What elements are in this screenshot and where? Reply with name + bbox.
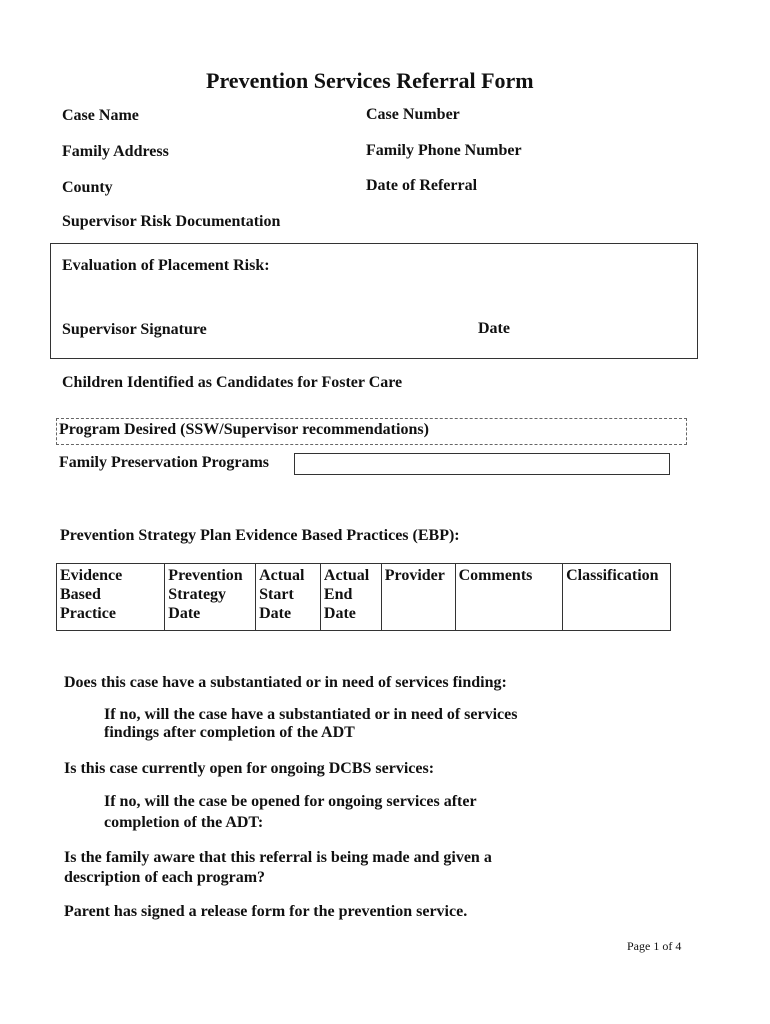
col-line: Date [259, 605, 292, 622]
col-line: Prevention [168, 567, 243, 584]
county-label: County [62, 179, 113, 196]
col-line: Date [323, 605, 356, 622]
col-evidence-based-practice [57, 564, 165, 631]
form-title: Prevention Services Referral Form [206, 68, 534, 93]
col-line: End [323, 586, 353, 603]
col-line: Date [168, 605, 201, 622]
col-line: Start [259, 586, 294, 603]
family-preservation-field[interactable] [294, 453, 670, 475]
col-actual-end-date [320, 564, 381, 631]
program-desired-label: Program Desired (SSW/Supervisor recommendations) [59, 421, 429, 438]
date-of-referral-label: Date of Referral [366, 177, 478, 194]
supervisor-risk-label: Supervisor Risk Documentation [62, 213, 281, 230]
ebp-heading: Prevention Strategy Plan Evidence Based Practices (EBP): [60, 527, 460, 544]
col-line: Classification [566, 567, 659, 584]
col-line: Actual [323, 567, 370, 584]
col-classification [563, 564, 671, 631]
question-substantiated: Does this case have a substantiated or in need of services finding: [64, 674, 507, 691]
children-candidates-label: Children Identified as Candidates for Foster Care [62, 374, 403, 391]
supervisor-signature-label: Supervisor Signature [62, 321, 207, 338]
col-line: Provider [384, 567, 445, 584]
col-actual-start-date [256, 564, 321, 631]
page-number: Page 1 of 4 [627, 939, 682, 953]
family-phone-label: Family Phone Number [366, 142, 522, 159]
col-prevention-strategy-date [165, 564, 256, 631]
family-preservation-label: Family Preservation Programs [59, 454, 270, 471]
col-comments [455, 564, 563, 631]
col-line: Comments [458, 567, 533, 584]
col-line: Strategy [168, 586, 227, 603]
case-number-label: Case Number [366, 106, 460, 123]
question-release-form: Parent has signed a release form for the prevention service. [64, 903, 468, 920]
question-family-aware-line2: description of each program? [64, 869, 266, 886]
case-name-label: Case Name [62, 107, 139, 124]
question-substantiated-followup-line1: If no, will the case have a substantiated or in need of services [104, 706, 518, 723]
evaluation-label: Evaluation of Placement Risk: [62, 257, 270, 274]
question-family-aware-line1: Is the family aware that this referral is being made and given a [64, 849, 492, 866]
question-open-followup-line2: completion of the ADT: [104, 814, 264, 831]
question-open-followup-line1: If no, will the case be opened for ongoing services after [104, 793, 477, 810]
col-provider [381, 564, 455, 631]
col-line: Practice [60, 605, 116, 622]
ebp-table [56, 563, 671, 631]
question-substantiated-followup-line2: findings after completion of the ADT [104, 724, 355, 741]
family-address-label: Family Address [62, 143, 169, 160]
col-line: Actual [259, 567, 305, 584]
question-open-dcbs: Is this case currently open for ongoing DCBS services: [64, 760, 435, 777]
signature-date-label: Date [478, 320, 510, 337]
col-line: Based [60, 586, 101, 603]
col-line: Evidence [60, 567, 123, 584]
ebp-header-row [57, 564, 671, 631]
